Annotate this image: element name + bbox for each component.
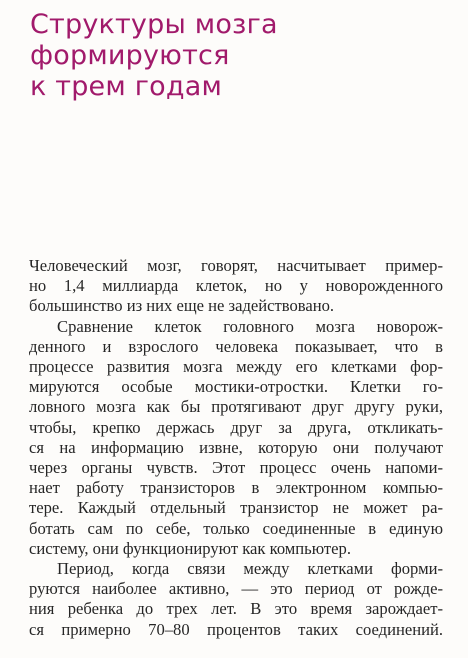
text-line: большинство из них еще не задействовано. [29, 296, 335, 316]
text-line: Сравнение клеток головного мозга новорож- [57, 316, 443, 336]
chapter-title-line: Структуры мозга [30, 9, 278, 40]
text-line: чтобы, крепко держась друг за друга, откликать- [29, 417, 443, 437]
chapter-title-line: формируются [30, 40, 230, 71]
text-line: Период, когда связи между клетками форми- [57, 559, 443, 579]
paragraph [29, 559, 443, 640]
text-line: процессе развития мозга между его клетками фор- [29, 357, 443, 377]
text-line: Человеческий мозг, говорят, насчитывает пример- [29, 256, 443, 275]
paragraph [29, 317, 443, 559]
text-line: но 1,4 миллиарда клеток, но у новорожденного [29, 276, 443, 296]
text-line: систему, они функционируют как компьютер. [29, 538, 351, 558]
paragraph [29, 256, 443, 317]
text-line: ботать сам по себе, только соединенные в единую [29, 518, 443, 538]
text-line: нает работу транзисторов в электронном компью- [29, 478, 443, 498]
text-line: тере. Каждый отдельный транзистор не может ра- [29, 498, 443, 518]
text-line: ния ребенка до трех лет. В это время зарождает- [29, 599, 443, 619]
chapter-title-line: к трем годам [30, 71, 223, 102]
text-line: ловного мозга как бы протягивают друг другу руки, [29, 397, 443, 417]
text-line: через органы чувств. Этот процесс очень напоми- [29, 458, 443, 478]
text-line: денного и взрослого человека показывает, что в [29, 336, 443, 356]
text-line: мируются особые мостики-отростки. Клетки го- [29, 377, 443, 397]
body-text [29, 256, 443, 640]
text-line: ся примерно 70–80 процентов таких соединений. [29, 619, 443, 639]
text-line: ся на информацию извне, которую они получают [29, 437, 443, 457]
text-line: руются наиболее активно, — это период от рожде- [29, 579, 443, 599]
chapter-title [30, 9, 278, 102]
